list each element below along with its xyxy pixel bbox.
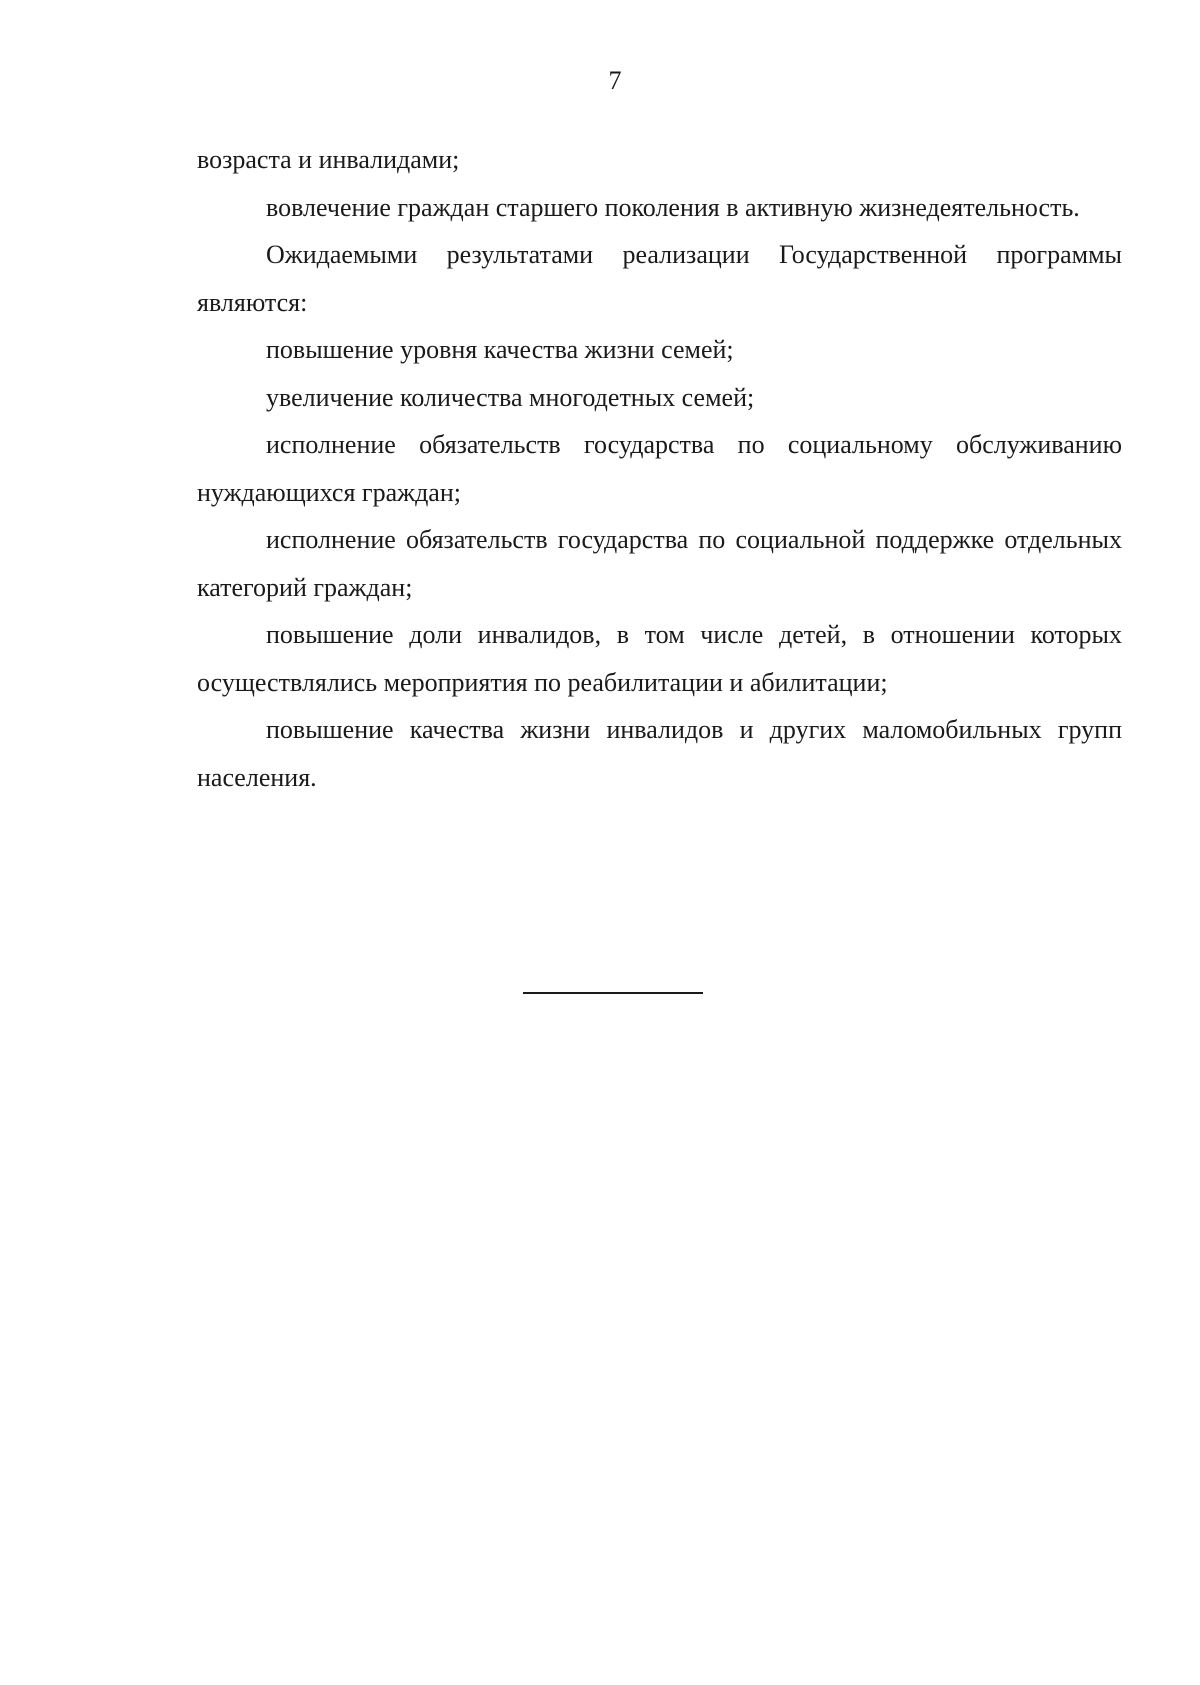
paragraph-expected-results-intro: Ожидаемыми результатами реализации Государственной программы являются: — [197, 240, 1122, 317]
page-number: 7 — [608, 66, 622, 95]
list-item-disabled-quality-of-life: повышение качества жизни инвалидов и других маломобильных групп населения. — [197, 715, 1122, 792]
document-body — [197, 136, 1122, 801]
list-item-family-quality-of-life: повышение уровня качества жизни семей; — [266, 335, 734, 364]
paragraph-engagement-older-citizens: вовлечение граждан старшего поколения в активную жизнедеятельность. — [266, 192, 1080, 222]
list-item-large-families: увеличение количества многодетных семей; — [266, 382, 755, 412]
end-of-text-rule — [523, 992, 703, 994]
list-item-social-support-obligations: исполнение обязательств государства по социальной поддержке отдельных категорий граждан; — [197, 525, 1122, 602]
list-item-rehabilitation-share: повышение доли инвалидов, в том числе детей, в отношении которых осуществлялись мероприятия по реабилитации и абилитации; — [197, 620, 1122, 697]
paragraph-continuation: возраста и инвалидами; — [197, 145, 460, 174]
list-item-social-services-obligations: исполнение обязательств государства по социальному обслуживанию нуждающихся граждан; — [197, 430, 1122, 507]
